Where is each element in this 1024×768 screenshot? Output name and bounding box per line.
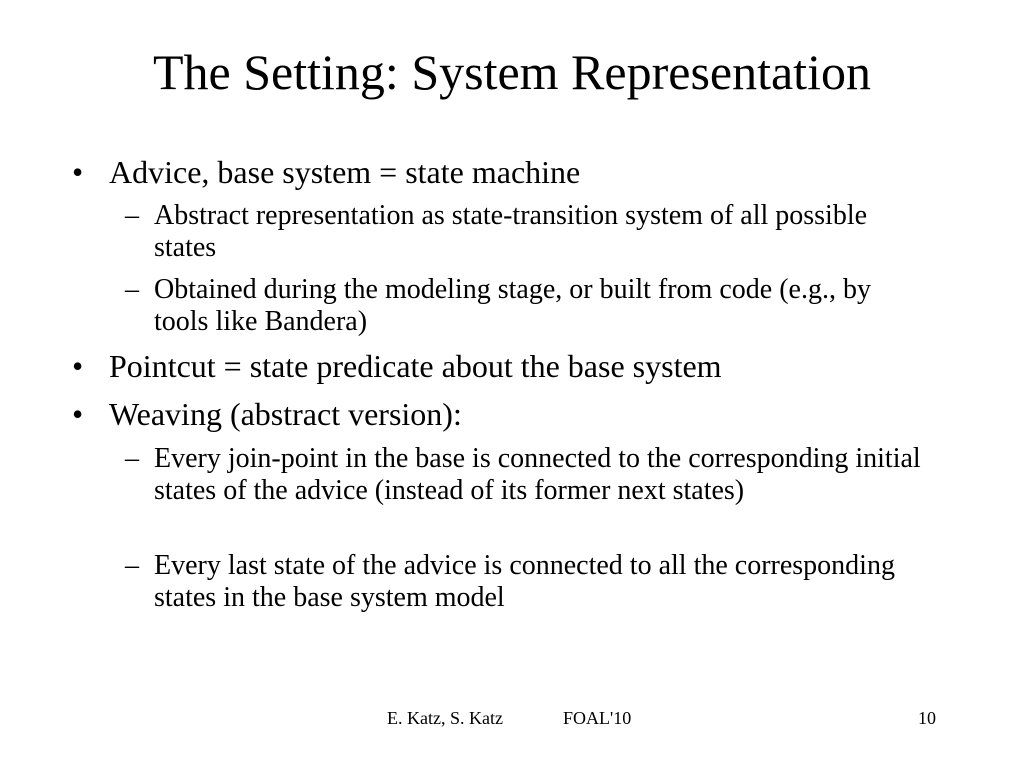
dash-icon: – xyxy=(125,550,139,581)
bullet-text: Pointcut = state predicate about the base system xyxy=(109,348,722,384)
bullet-icon: • xyxy=(72,396,84,432)
dash-icon: – xyxy=(125,200,139,231)
sub-bullet-text: Obtained during the modeling stage, or built from code (e.g., by tools like Bandera) xyxy=(154,274,871,337)
bullet-icon: • xyxy=(72,348,84,384)
footer-venue: FOAL'10 xyxy=(563,708,632,728)
bullet-text: Advice, base system = state machine xyxy=(109,154,581,190)
sub-bullet-text: Every join-point in the base is connected to the corresponding initial states of the advice (instead of its former next states) xyxy=(154,443,921,506)
sub-bullet-text: Abstract representation as state-transition system of all possible states xyxy=(154,200,868,263)
bullet-icon: • xyxy=(72,154,84,190)
page-number: 10 xyxy=(918,708,936,728)
sub-bullet-text: Every last state of the advice is connected to all the corresponding states in the base system model xyxy=(154,550,895,613)
dash-icon: – xyxy=(125,443,139,474)
slide-title: The Setting: System Representation xyxy=(153,44,871,100)
footer-authors: E. Katz, S. Katz xyxy=(387,708,503,728)
bullet-text: Weaving (abstract version): xyxy=(109,396,462,432)
dash-icon: – xyxy=(125,274,139,305)
